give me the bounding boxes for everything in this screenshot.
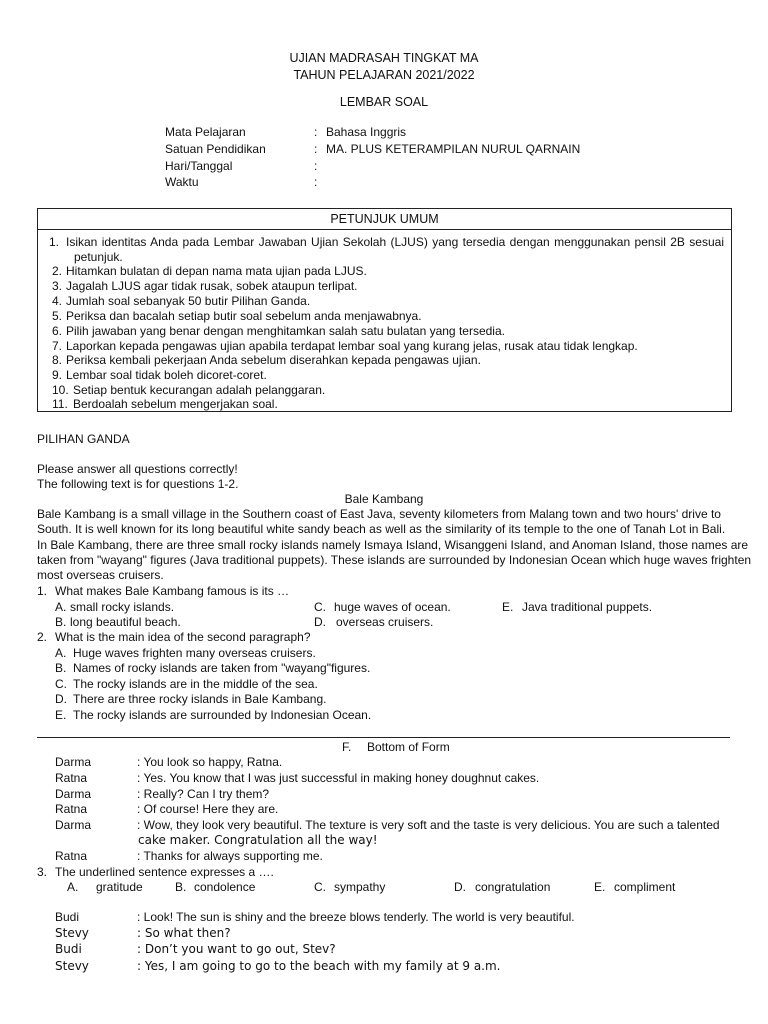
instruction-number: 8. — [52, 353, 63, 367]
section-title: PILIHAN GANDA — [37, 432, 130, 446]
option-text: congratulation — [475, 880, 551, 894]
option-text: compliment — [614, 880, 676, 894]
instruction-number: 2. — [52, 264, 63, 278]
instruction-text: Pilih jawaban yang benar dengan menghitamkan salah satu bulatan yang tersedia. — [66, 324, 505, 338]
speaker-name: Budi — [55, 942, 82, 956]
option-label: A. — [55, 646, 67, 660]
info-label: Waktu — [165, 175, 199, 189]
form-bottom-text: Bottom of Form — [367, 740, 450, 754]
sheet-title: LEMBAR SOAL — [339, 95, 429, 109]
dialog-line: : Don’t you want to go out, Stev? — [137, 942, 336, 956]
paragraph-line: Bale Kambang is a small village in the Southern coast of East Java, seventy kilometers from Malang town and two hours' drive to — [37, 507, 721, 521]
option-label: B. — [55, 661, 67, 675]
instruction-text: Jagalah LJUS agar tidak rusak, sobek ataupun terlipat. — [66, 279, 358, 293]
option-text: The rocky islands are surrounded by Indonesian Ocean. — [73, 708, 372, 722]
option-text: small rocky islands. — [70, 600, 175, 614]
option-label: A. — [67, 880, 79, 894]
dialog-line: : So what then? — [137, 926, 231, 940]
instruction-text: Setiap bentuk kecurangan adalah pelanggaran. — [73, 383, 326, 397]
instruction-text: Lembar soal tidak boleh dicoret-coret. — [66, 368, 267, 382]
instruction-number: 4. — [52, 294, 63, 308]
paragraph-line: South. It is well known for its long beautiful white sandy beach as well as the similarity of its temple to the one of Tanah Lot in Bali. — [37, 522, 726, 536]
info-label: Mata Pelajaran — [165, 125, 246, 139]
info-label: Satuan Pendidikan — [165, 142, 266, 156]
dialog-line-continued: cake maker. Congratulation all the way! — [138, 833, 378, 847]
option-label: C. — [314, 600, 326, 614]
instruction-text: Isikan identitas Anda pada Lembar Jawaban Ujian Sekolah (LJUS) yang tersedia dengan menggunakan pensil 2B sesuai — [66, 235, 724, 249]
option-label: D. — [55, 692, 67, 706]
option-text: There are three rocky islands in Bale Kambang. — [73, 692, 327, 706]
instruction-number: 7. — [52, 339, 63, 353]
option-text: Names of rocky islands are taken from "wayang"figures. — [73, 661, 371, 675]
instruction-number: 11. — [52, 397, 68, 411]
question-text: What makes Bale Kambang famous is its … — [55, 584, 290, 598]
paragraph-line: In Bale Kambang, there are three small rocky islands namely Ismaya Island, Wisanggeni Island, and Anoman Island, those names are — [37, 538, 749, 552]
option-text: Huge waves frighten many overseas cruisers. — [73, 646, 316, 660]
exam-title: UJIAN MADRASAH TINGKAT MA — [289, 51, 479, 65]
option-label: D. — [454, 880, 466, 894]
option-text: sympathy — [334, 880, 386, 894]
dialog-line: : Yes. You know that I was just successful in making honey doughnut cakes. — [137, 771, 540, 785]
option-text: The rocky islands are in the middle of the sea. — [73, 677, 318, 691]
option-label: B. — [175, 880, 187, 894]
intro-line: The following text is for questions 1-2. — [37, 477, 239, 491]
option-label: E. — [55, 708, 67, 722]
question-number: 2. — [37, 630, 48, 644]
dialog-line: : Wow, they look very beautiful. The texture is very soft and the taste is very delicious. You are such a talented — [137, 818, 720, 832]
option-label: A. — [55, 600, 67, 614]
instruction-text: Jumlah soal sebanyak 50 butir Pilihan Ganda. — [66, 294, 311, 308]
question-text: What is the main idea of the second paragraph? — [55, 630, 311, 644]
speaker-name: Stevy — [55, 926, 89, 940]
option-label: C. — [55, 677, 67, 691]
question-text: The underlined sentence expresses a …. — [55, 865, 274, 879]
dialog-line: : Of course! Here they are. — [137, 802, 279, 816]
info-value-subject: Bahasa Inggris — [326, 125, 407, 139]
option-label: E. — [502, 600, 514, 614]
info-label: Hari/Tanggal — [165, 159, 233, 173]
info-colon: : — [314, 142, 318, 156]
speaker-name: Darma — [55, 787, 92, 801]
instruction-number: 10. — [52, 383, 69, 397]
dialog-line: : Thanks for always supporting me. — [137, 849, 323, 863]
instruction-number: 9. — [52, 368, 63, 382]
speaker-name: Ratna — [55, 849, 88, 863]
dialog-line: : Really? Can I try them? — [137, 787, 270, 801]
option-label: D. — [314, 615, 326, 629]
instruction-text: Berdoalah sebelum mengerjakan soal. — [73, 397, 278, 411]
speaker-name: Ratna — [55, 771, 88, 785]
option-text: Java traditional puppets. — [522, 600, 653, 614]
instruction-number: 3. — [52, 279, 63, 293]
info-colon: : — [314, 159, 318, 173]
instruction-text: Laporkan kepada pengawas ujian apabila terdapat lembar soal yang kurang jelas, rusak atau tidak lengkap. — [66, 339, 638, 353]
question-number: 3. — [37, 865, 48, 879]
intro-line: Please answer all questions correctly! — [37, 462, 238, 476]
option-text: gratitude — [96, 880, 143, 894]
speaker-name: Stevy — [55, 959, 89, 973]
speaker-name: Darma — [55, 818, 92, 832]
dialog-line: : Look! The sun is shiny and the breeze blows tenderly. The world is very beautiful. — [137, 910, 575, 924]
speaker-name: Darma — [55, 755, 92, 769]
option-text: huge waves of ocean. — [334, 600, 451, 614]
form-divider — [37, 737, 730, 738]
paragraph-line: taken from "wayang" figures (Java traditional puppets). These islands are surrounded by Indonesian Ocean which huge waves frighten — [37, 553, 752, 567]
instruction-number: 1. — [49, 235, 60, 249]
speaker-name: Ratna — [55, 802, 88, 816]
instructions-title: PETUNJUK UMUM — [38, 209, 731, 230]
instruction-text: Periksa dan bacalah setiap butir soal sebelum anda menjawabnya. — [66, 309, 422, 323]
option-text: long beautiful beach. — [70, 615, 181, 629]
option-label: E. — [594, 880, 606, 894]
reading-title: Bale Kambang — [344, 492, 424, 506]
info-value-school: MA. PLUS KETERAMPILAN NURUL QARNAIN — [326, 142, 581, 156]
paragraph-line: most overseas cruisers. — [37, 568, 164, 582]
option-text: condolence — [194, 880, 256, 894]
question-number: 1. — [37, 584, 48, 598]
option-text: overseas cruisers. — [336, 615, 434, 629]
instruction-text: petunjuk. — [74, 250, 123, 264]
option-label: C. — [314, 880, 326, 894]
dialog-line: : Yes, I am going to go to the beach with my family at 9 a.m. — [137, 959, 501, 973]
speaker-name: Budi — [55, 910, 80, 924]
option-label: B. — [55, 615, 67, 629]
dialog-line: : You look so happy, Ratna. — [137, 755, 283, 769]
info-colon: : — [314, 175, 318, 189]
form-bottom-label: F. — [342, 740, 352, 754]
academic-year: TAHUN PELAJARAN 2021/2022 — [293, 68, 475, 82]
instruction-number: 5. — [52, 309, 63, 323]
instruction-text: Hitamkan bulatan di depan nama mata ujian pada LJUS. — [66, 264, 367, 278]
instruction-number: 6. — [52, 324, 63, 338]
info-colon: : — [314, 125, 318, 139]
instruction-text: Periksa kembali pekerjaan Anda sebelum diserahkan kepada pengawas ujian. — [66, 353, 481, 367]
